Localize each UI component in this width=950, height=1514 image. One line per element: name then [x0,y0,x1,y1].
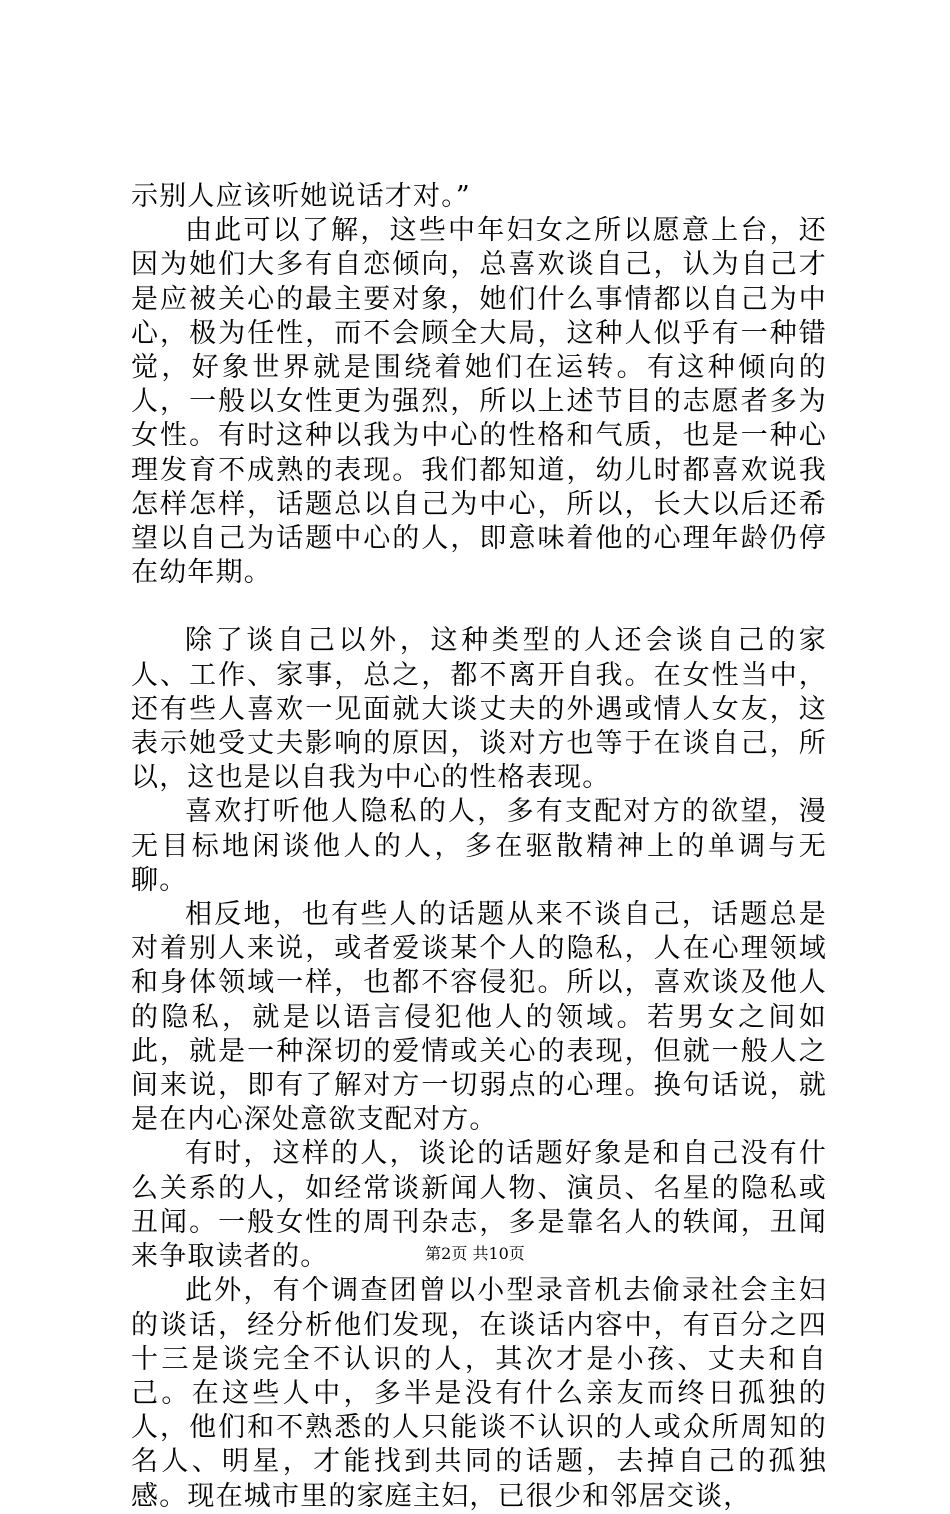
paragraph: 有时，这样的人，谈论的话题好象是和自己没有什么关系的人，如经常谈新闻人物、演员、名星的隐私或丑闻。一般女性的周刊杂志，多是靠名人的轶闻，丑闻来争取读者的。 [131,1138,827,1273]
paragraph: 除了谈自己以外，这种类型的人还会谈自己的家人、工作、家事，总之，都不离开自我。在女性当中，还有些人喜欢一见面就大谈丈夫的外遇或情人女友，这表示她受丈夫影响的原因，谈对方也等于在谈自己，所以，这也是以自我为中心的性格表现。 [131,625,827,794]
paragraph: 喜欢打听他人隐私的人，多有支配对方的欲望，漫无目标地闲谈他人的人，多在驱散精神上的单调与无聊。 [131,796,827,896]
paragraph: 由此可以了解，这些中年妇女之所以愿意上台，还因为她们大多有自恋倾向，总喜欢谈自己，认为自己才是应被关心的最主要对象，她们什么事情都以自己为中心，极为任性，而不会顾全大局，这种人似乎有一种错觉，好象世界就是围绕着她们在运转。有这种倾向的人，一般以女性更为强烈，所以上述节目的志愿者多为女性。有时这种以我为中心的性格和气质，也是一种心理发育不成熟的表现。我们都知道，幼儿时都喜欢说我怎样怎样，话题总以自己为中心，所以，长大以后还希望以自己为话题中心的人，即意味着他的心理年龄仍停在幼年期。 [131,215,827,589]
paragraph-continuation: 示别人应该听她说话才对。” [131,181,471,212]
document-body [131,180,827,1514]
page-footer: 第2页 共10页 [425,1244,525,1263]
paragraph: 相反地，也有些人的话题从来不谈自己，话题总是对着别人来说，或者爱谈某个人的隐私，人在心理领域和身体领域一样，也都不容侵犯。所以，喜欢谈及他人的隐私，就是以语言侵犯他人的领域。若男女之间如此，就是一种深切的爱情或关心的表现，但就一般人之间来说，即有了解对方一切弱点的心理。换句话说，就是在内心深处意欲支配对方。 [131,899,827,1136]
paragraph: 此外，有个调查团曾以小型录音机去偷录社会主妇的谈话，经分析他们发现，在谈话内容中，有百分之四十三是谈完全不认识的人，其次才是小孩、丈夫和自己。在这些人中，多半是没有什么亲友而终日孤独的人，他们和不熟悉的人只能谈不认识的人或众所周知的名人、明星，才能找到共同的话题，去掉自己的孤独感。现在城市里的家庭主妇，已很少和邻居交谈， [131,1275,827,1512]
